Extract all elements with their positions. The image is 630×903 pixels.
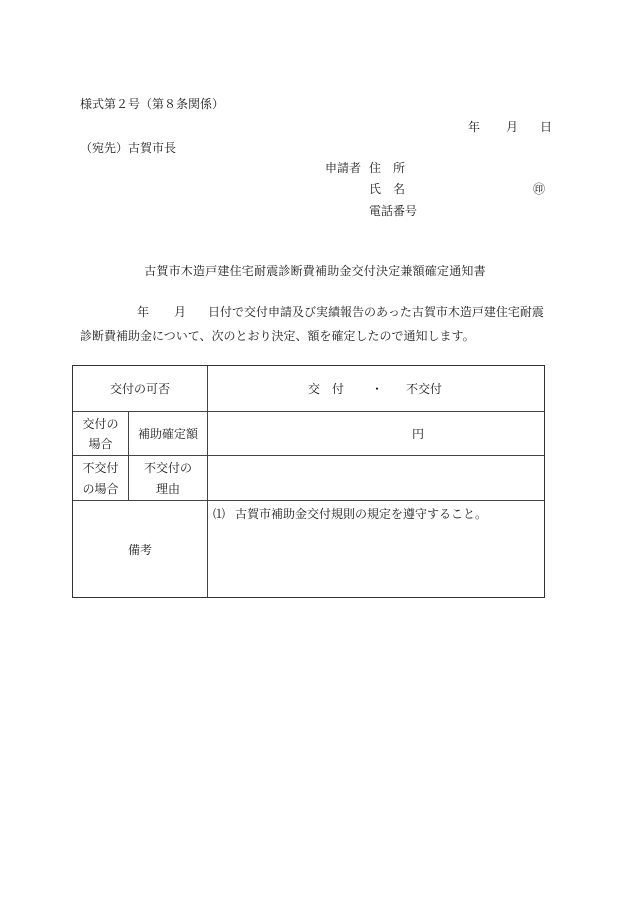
phone-label: 電話番号: [369, 204, 418, 218]
form-number: 様式第２号（第８条関係）: [80, 97, 225, 111]
no-grant-option: 不交付: [406, 382, 443, 396]
table-row-divider: [73, 411, 544, 412]
option-separator: ・: [371, 382, 384, 396]
table-row-divider: [73, 500, 544, 501]
row2-label: 補助確定額: [137, 427, 198, 441]
row2-group-line1: 交付の: [82, 417, 119, 431]
date-day: 日: [540, 120, 553, 134]
table-row-divider: [73, 455, 544, 456]
grant-option: 交 付: [308, 382, 345, 396]
note-number: ⑴: [213, 507, 226, 521]
date-month: 月: [506, 120, 519, 134]
document-title: 古賀市木造戸建住宅耐震診断費補助金交付決定兼額確定通知書: [144, 264, 486, 278]
note-text: 古賀市補助金交付規則の規定を遵守すること。: [235, 507, 488, 521]
body-line-2: 診断費補助金について、次のとおり決定、額を確定したので通知します。: [80, 329, 475, 343]
decision-table: [72, 365, 545, 598]
row4-label: 備考: [127, 543, 152, 557]
row3-label-line1: 不交付の: [143, 461, 192, 475]
body-month: 月: [174, 305, 187, 319]
date-year: 年: [468, 120, 481, 134]
applicant-label: 申請者: [325, 161, 362, 175]
row3-group-line2: の場合: [82, 482, 119, 496]
name-label: 氏 名: [369, 182, 406, 196]
seal-mark: ㊞: [533, 182, 546, 196]
address-label: 住 所: [369, 161, 406, 175]
addressee: （宛先）古賀市長: [80, 141, 177, 155]
row2-group-line2: 場合: [88, 437, 113, 451]
body-line1-rest: 日付で交付申請及び実績報告のあった古賀市木造戸建住宅耐震: [208, 305, 544, 319]
table-column-divider: [207, 366, 208, 597]
body-line-1: [80, 306, 560, 320]
row1-label: 交付の可否: [109, 382, 170, 396]
body-year: 年: [137, 305, 150, 319]
row3-label-line2: 理由: [155, 482, 180, 496]
row3-group-line1: 不交付: [82, 461, 119, 475]
amount-unit: 円: [412, 427, 425, 441]
